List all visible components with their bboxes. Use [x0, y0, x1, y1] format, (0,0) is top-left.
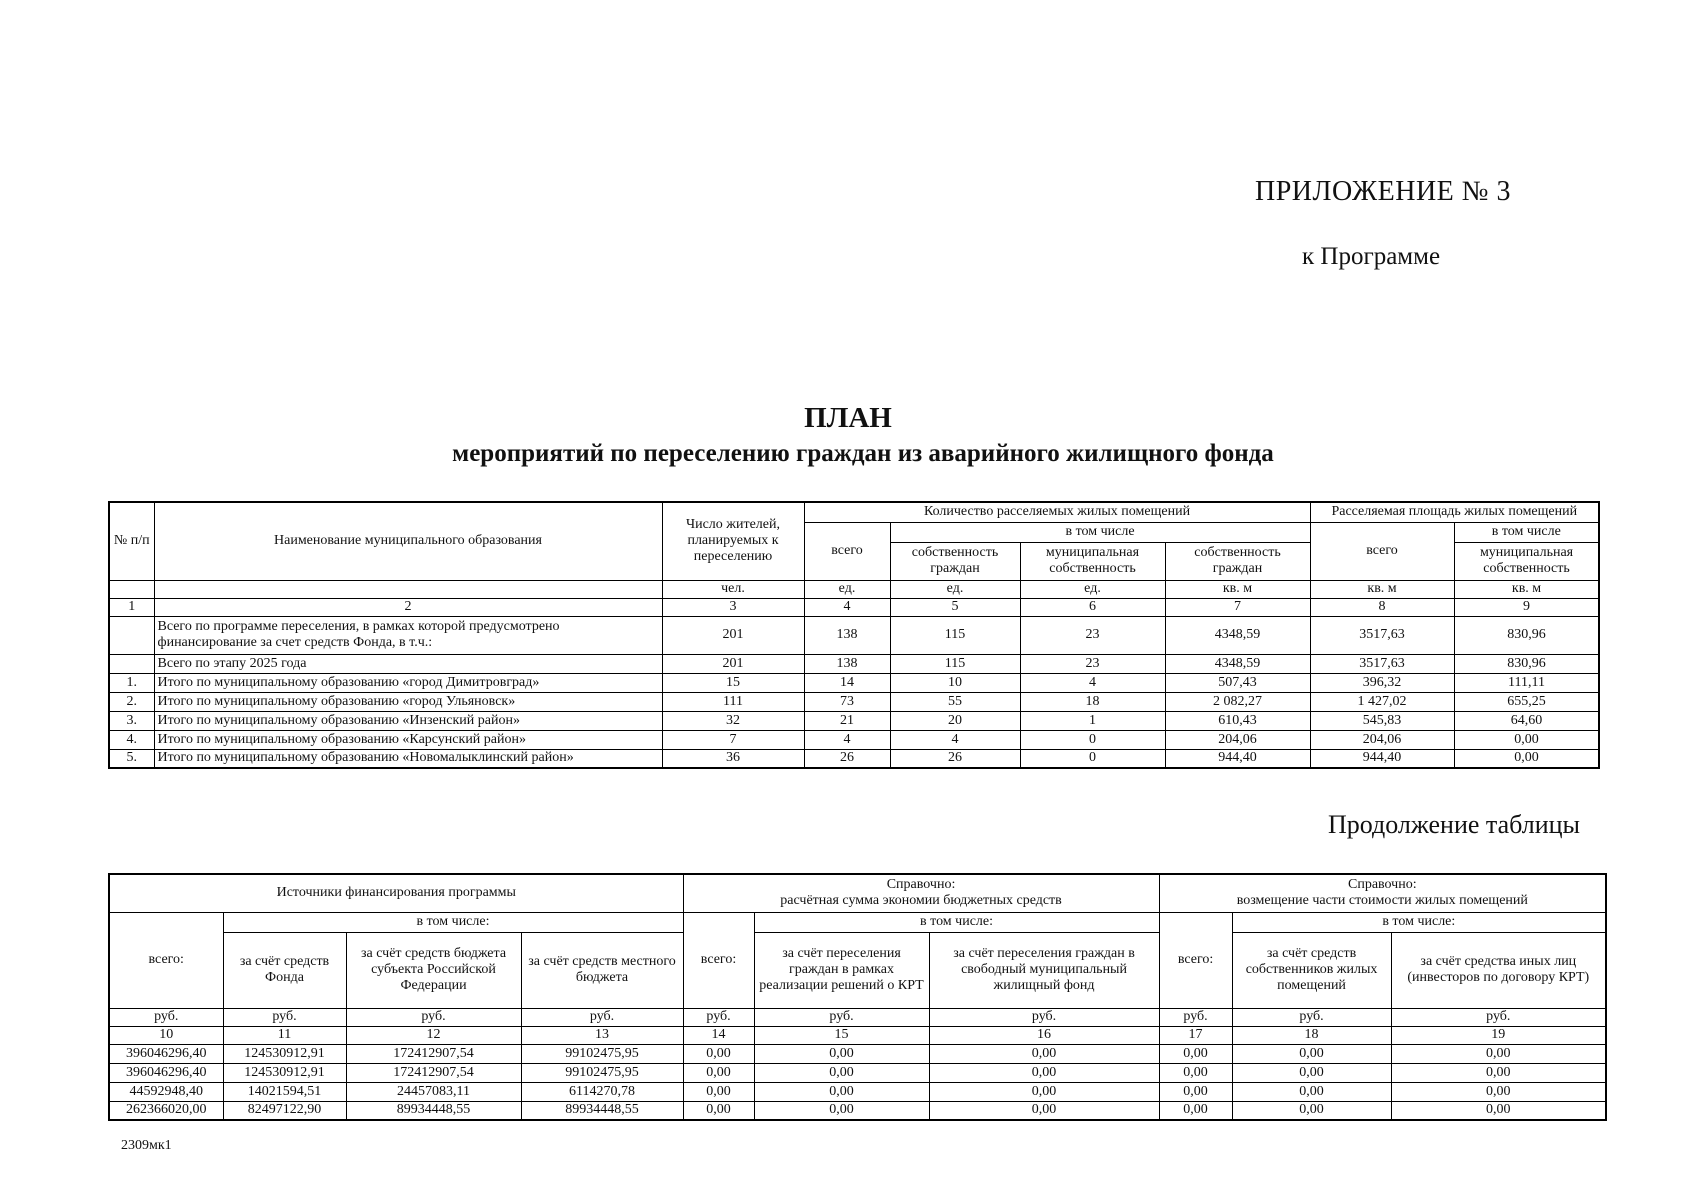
header-subject-budget: за счёт средств бюджета субъекта Российской Федерации: [346, 932, 521, 1008]
header-reference-compensation: [1159, 874, 1606, 912]
value-cell: 0,00: [683, 1063, 754, 1082]
unit-cell: руб.: [521, 1008, 683, 1026]
table-row: [109, 654, 1599, 673]
value-cell: 4: [1020, 673, 1165, 692]
value-cell: 0,00: [683, 1082, 754, 1101]
table-row: [109, 673, 1599, 692]
unit-cell: ед.: [804, 580, 890, 598]
value-cell: 1 427,02: [1310, 692, 1454, 711]
value-cell: 2 082,27: [1165, 692, 1310, 711]
value-cell: 0,00: [1159, 1044, 1232, 1063]
row-number-cell: 5.: [109, 749, 154, 768]
column-number: 1: [109, 598, 154, 616]
column-number: 16: [929, 1026, 1159, 1044]
unit-cell: кв. м: [1310, 580, 1454, 598]
unit-cell: руб.: [109, 1008, 223, 1026]
plan-title: ПЛАН: [804, 402, 892, 434]
column-number: 17: [1159, 1026, 1232, 1044]
column-number: 12: [346, 1026, 521, 1044]
table-row: [109, 1101, 1606, 1120]
table2-units: [109, 1008, 1606, 1044]
column-number: 5: [890, 598, 1020, 616]
row-name-cell: Итого по муниципальному образованию «город Димитровград»: [154, 673, 662, 692]
value-cell: 0,00: [929, 1044, 1159, 1063]
row-name-cell: Всего по программе переселения, в рамках которой предусмотрено финансирование за счет средств Фонда, в т.ч.:: [154, 616, 662, 654]
column-number-row: [109, 1026, 1606, 1044]
header-sources-incl: в том числе:: [223, 912, 683, 932]
table-row: [109, 692, 1599, 711]
value-cell: 396046296,40: [109, 1044, 223, 1063]
value-cell: 3517,63: [1310, 654, 1454, 673]
value-cell: 1: [1020, 711, 1165, 730]
value-cell: 73: [804, 692, 890, 711]
header-savings-incl: в том числе:: [754, 912, 1159, 932]
column-number: 18: [1232, 1026, 1391, 1044]
value-cell: 26: [804, 749, 890, 768]
header-name: Наименование муниципального образования: [154, 502, 662, 580]
table-row: [109, 730, 1599, 749]
value-cell: 24457083,11: [346, 1082, 521, 1101]
value-cell: 0,00: [1391, 1044, 1606, 1063]
value-cell: 0,00: [929, 1101, 1159, 1120]
header-savings-label: расчётная сумма экономии бюджетных средств: [780, 893, 1062, 909]
unit-cell: руб.: [346, 1008, 521, 1026]
value-cell: 0,00: [683, 1044, 754, 1063]
value-cell: 201: [662, 616, 804, 654]
header-owners: за счёт средств собственников жилых помещений: [1232, 932, 1391, 1008]
row-name-cell: Итого по муниципальному образованию «Инзенский район»: [154, 711, 662, 730]
row-number-cell: 1.: [109, 673, 154, 692]
unit-cell: ед.: [890, 580, 1020, 598]
row-number-cell: [109, 654, 154, 673]
value-cell: 0: [1020, 730, 1165, 749]
value-cell: 4: [890, 730, 1020, 749]
header-rooms-private: собственность граждан: [890, 542, 1020, 580]
header-residents: Число жителей, планируемых к переселению: [662, 502, 804, 580]
value-cell: 0,00: [754, 1063, 929, 1082]
value-cell: 4348,59: [1165, 616, 1310, 654]
value-cell: 89934448,55: [346, 1101, 521, 1120]
header-rooms-municipal: муниципальная собственность: [1020, 542, 1165, 580]
unit-cell: руб.: [223, 1008, 346, 1026]
column-number: 8: [1310, 598, 1454, 616]
header-area-municipal: муниципальная собственность: [1454, 542, 1599, 580]
header-num: № п/п: [109, 502, 154, 580]
value-cell: 138: [804, 616, 890, 654]
value-cell: 4348,59: [1165, 654, 1310, 673]
header-fund: за счёт средств Фонда: [223, 932, 346, 1008]
header-rooms-incl: в том числе: [890, 522, 1310, 542]
value-cell: 262366020,00: [109, 1101, 223, 1120]
value-cell: 4: [804, 730, 890, 749]
row-name-cell: Итого по муниципальному образованию «город Ульяновск»: [154, 692, 662, 711]
row-number-cell: 3.: [109, 711, 154, 730]
value-cell: 36: [662, 749, 804, 768]
unit-cell: кв. м: [1165, 580, 1310, 598]
appendix-subtitle: к Программе: [1302, 243, 1441, 270]
column-number: 4: [804, 598, 890, 616]
value-cell: 0,00: [1232, 1082, 1391, 1101]
column-number: 13: [521, 1026, 683, 1044]
header-free-fund: за счёт переселения граждан в свободный муниципальный жилищный фонд: [929, 932, 1159, 1008]
value-cell: 124530912,91: [223, 1044, 346, 1063]
value-cell: 0,00: [1454, 749, 1599, 768]
value-cell: 55: [890, 692, 1020, 711]
header-compensation-incl: в том числе:: [1232, 912, 1606, 932]
value-cell: 0,00: [754, 1101, 929, 1120]
value-cell: 204,06: [1165, 730, 1310, 749]
value-cell: 14: [804, 673, 890, 692]
unit-cell: руб.: [1159, 1008, 1232, 1026]
row-name-cell: Всего по этапу 2025 года: [154, 654, 662, 673]
value-cell: 18: [1020, 692, 1165, 711]
header-reference-label: Справочно:: [886, 877, 956, 893]
value-cell: 6114270,78: [521, 1082, 683, 1101]
header-rooms-total: всего: [804, 522, 890, 580]
table-row: [109, 1044, 1606, 1063]
value-cell: 172412907,54: [346, 1044, 521, 1063]
row-number-cell: 2.: [109, 692, 154, 711]
value-cell: 23: [1020, 654, 1165, 673]
unit-row: [109, 1008, 1606, 1026]
header-area-private: собственность граждан: [1165, 542, 1310, 580]
value-cell: 99102475,95: [521, 1044, 683, 1063]
value-cell: 201: [662, 654, 804, 673]
unit-cell: чел.: [662, 580, 804, 598]
value-cell: 111: [662, 692, 804, 711]
value-cell: 0,00: [683, 1101, 754, 1120]
unit-cell: руб.: [1232, 1008, 1391, 1026]
header-rooms-group: Количество расселяемых жилых помещений: [804, 502, 1310, 522]
value-cell: 507,43: [1165, 673, 1310, 692]
header-area-group: Расселяемая площадь жилых помещений: [1310, 502, 1599, 522]
value-cell: 82497122,90: [223, 1101, 346, 1120]
value-cell: 0,00: [1232, 1101, 1391, 1120]
value-cell: 124530912,91: [223, 1063, 346, 1082]
value-cell: 3517,63: [1310, 616, 1454, 654]
plan-subtitle: мероприятий по переселению граждан из аварийного жилищного фонда: [452, 440, 1274, 467]
column-number: 6: [1020, 598, 1165, 616]
appendix-title: ПРИЛОЖЕНИЕ № 3: [1255, 176, 1511, 207]
header-sources-total: всего:: [109, 912, 223, 1008]
value-cell: 26: [890, 749, 1020, 768]
value-cell: 0,00: [1232, 1063, 1391, 1082]
column-number: 19: [1391, 1026, 1606, 1044]
header-reference-savings: [683, 874, 1159, 912]
document-code: 2309мк1: [121, 1138, 172, 1153]
header-area-total: всего: [1310, 522, 1454, 580]
value-cell: 944,40: [1310, 749, 1454, 768]
table-row: [109, 616, 1599, 654]
value-cell: 204,06: [1310, 730, 1454, 749]
header-krt: за счёт переселения граждан в рамках реализации решений о КРТ: [754, 932, 929, 1008]
value-cell: 99102475,95: [521, 1063, 683, 1082]
value-cell: 44592948,40: [109, 1082, 223, 1101]
value-cell: 14021594,51: [223, 1082, 346, 1101]
unit-cell: руб.: [929, 1008, 1159, 1026]
header-sources: Источники финансирования программы: [109, 874, 683, 912]
value-cell: 396,32: [1310, 673, 1454, 692]
column-number: 7: [1165, 598, 1310, 616]
column-number: 14: [683, 1026, 754, 1044]
value-cell: 23: [1020, 616, 1165, 654]
column-number: 9: [1454, 598, 1599, 616]
value-cell: 0,00: [1454, 730, 1599, 749]
value-cell: 0,00: [754, 1044, 929, 1063]
table-row: [109, 711, 1599, 730]
value-cell: 20: [890, 711, 1020, 730]
value-cell: 89934448,55: [521, 1101, 683, 1120]
value-cell: 610,43: [1165, 711, 1310, 730]
header-compensation-label: возмещение части стоимости жилых помещений: [1236, 893, 1528, 909]
value-cell: 830,96: [1454, 654, 1599, 673]
value-cell: 7: [662, 730, 804, 749]
value-cell: 10: [890, 673, 1020, 692]
unit-cell: кв. м: [1454, 580, 1599, 598]
unit-cell: руб.: [754, 1008, 929, 1026]
value-cell: 138: [804, 654, 890, 673]
row-name-cell: Итого по муниципальному образованию «Новомалыклинский район»: [154, 749, 662, 768]
column-number: 2: [154, 598, 662, 616]
value-cell: 111,11: [1454, 673, 1599, 692]
unit-cell: ед.: [1020, 580, 1165, 598]
value-cell: 545,83: [1310, 711, 1454, 730]
table-row: [109, 1063, 1606, 1082]
value-cell: 172412907,54: [346, 1063, 521, 1082]
header-compensation-total: всего:: [1159, 912, 1232, 1008]
table2-body: [109, 1044, 1606, 1120]
value-cell: 0,00: [1159, 1101, 1232, 1120]
row-number-cell: [109, 616, 154, 654]
value-cell: 32: [662, 711, 804, 730]
value-cell: 0,00: [929, 1082, 1159, 1101]
row-number-cell: 4.: [109, 730, 154, 749]
value-cell: 944,40: [1165, 749, 1310, 768]
column-number: 11: [223, 1026, 346, 1044]
value-cell: 115: [890, 616, 1020, 654]
column-number: 15: [754, 1026, 929, 1044]
value-cell: 0,00: [1391, 1063, 1606, 1082]
row-name-cell: Итого по муниципальному образованию «Карсунский район»: [154, 730, 662, 749]
table-row: [109, 749, 1599, 768]
header-investors: за счёт средства иных лиц (инвесторов по договору КРТ): [1391, 932, 1606, 1008]
value-cell: 0,00: [1391, 1101, 1606, 1120]
value-cell: 0: [1020, 749, 1165, 768]
table-row: [109, 1082, 1606, 1101]
value-cell: 830,96: [1454, 616, 1599, 654]
unit-cell: руб.: [1391, 1008, 1606, 1026]
value-cell: 115: [890, 654, 1020, 673]
continuation-title: Продолжение таблицы: [1328, 810, 1580, 839]
table1-body: [109, 616, 1599, 768]
column-number: 10: [109, 1026, 223, 1044]
financing-table: [108, 873, 1607, 1121]
value-cell: 15: [662, 673, 804, 692]
value-cell: 0,00: [1159, 1063, 1232, 1082]
header-savings-total: всего:: [683, 912, 754, 1008]
value-cell: 21: [804, 711, 890, 730]
value-cell: 0,00: [1159, 1082, 1232, 1101]
value-cell: 64,60: [1454, 711, 1599, 730]
resettlement-plan-table: [108, 501, 1600, 769]
value-cell: 396046296,40: [109, 1063, 223, 1082]
value-cell: 0,00: [929, 1063, 1159, 1082]
unit-cell: руб.: [683, 1008, 754, 1026]
value-cell: 0,00: [1232, 1044, 1391, 1063]
header-local-budget: за счёт средств местного бюджета: [521, 932, 683, 1008]
value-cell: 0,00: [754, 1082, 929, 1101]
header-area-incl: в том числе: [1454, 522, 1599, 542]
value-cell: 655,25: [1454, 692, 1599, 711]
value-cell: 0,00: [1391, 1082, 1606, 1101]
column-number: 3: [662, 598, 804, 616]
header-reference-label: Справочно:: [1347, 877, 1417, 893]
